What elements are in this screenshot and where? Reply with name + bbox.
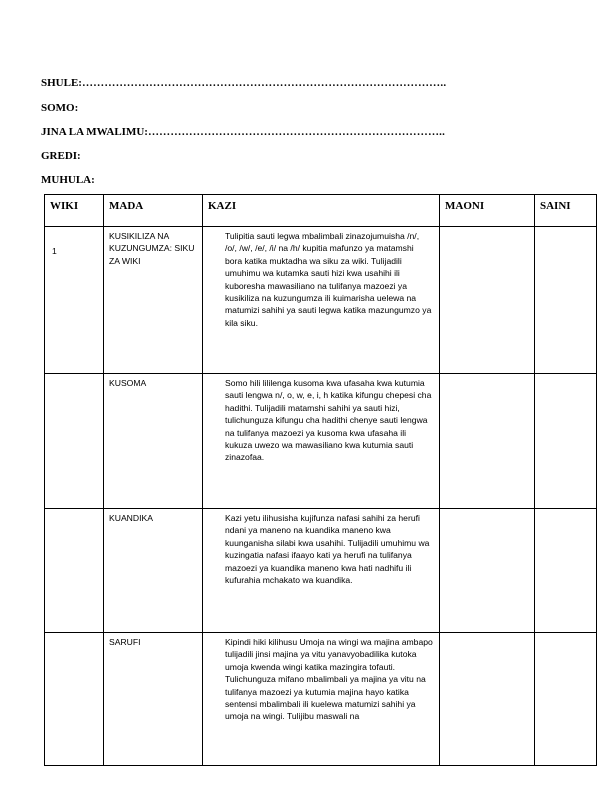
kazi-text: Tulipitia sauti legwa mbalimbali zinazojumuisha /n/, /o/, /w/, /e/, /i/ na /h/ kupitia mafunzo ya matamshi bora katika muktadha wa siku za wiki. Tulijadili umuhimu wa kutamka sauti hizi kwa usahihi ili kuboresha mawasiliano na tulifanya mazoezi ya kusikiliza na kuzungumza ili kuimarisha uelewa na matumizi sahihi ya sauti legwa katika mazungumzo ya kila siku.	[225, 231, 432, 328]
kazi-cell	[203, 509, 440, 633]
wiki-cell	[45, 509, 104, 633]
maoni-cell[interactable]	[440, 374, 535, 509]
mwalimu-line	[41, 126, 445, 138]
kazi-text: Kipindi hiki kilihusu Umoja na wingi wa majina ambapo tulijadili jinsi majina ya vitu yanavyobadilika kutoka umoja kwenda wingi katika mazingira tofauti. Tulichunguza mifano mbalimbali ya majina ya vitu na tulifanya mazoezi ya kutumia majina hayo katika sentensi mbalimbali ili kuelewa matumizi sahihi ya umoja na wingi. Tulijibu maswali na	[225, 637, 433, 722]
muhula-line	[41, 174, 95, 186]
saini-cell[interactable]	[535, 227, 597, 374]
mwalimu-dots: ……………………………………………………………………..	[147, 126, 446, 138]
mwalimu-label: JINA LA MWALIMU:	[41, 126, 148, 138]
somo-line	[41, 102, 78, 114]
header-saini: SAINI	[535, 195, 597, 227]
gredi-line	[41, 150, 81, 162]
muhula-label: MUHULA:	[41, 174, 95, 186]
gredi-label: GREDI:	[41, 150, 81, 162]
mada-cell: SARUFI	[104, 633, 203, 766]
table-row	[45, 633, 597, 766]
header-maoni: MAONI	[440, 195, 535, 227]
kazi-cell	[203, 374, 440, 509]
mada-cell: KUSIKILIZA NA KUZUNGUMZA: SIKU ZA WIKI	[104, 227, 203, 374]
mada-cell: KUSOMA	[104, 374, 203, 509]
kazi-text: Somo hili lililenga kusoma kwa ufasaha kwa kutumia sauti lengwa n/, o, w, e, i, h katika kifungu chepesi cha hadithi. Tulijadili matamshi sahihi ya sauti hizi, tulichunguza kifungu cha hadithi chenye sauti lengwa na tulifanya mazoezi ya kusoma kwa ufasaha ili kukuza uwezo wa mawasiliano kwa kutumia sauti zinazofaa.	[225, 378, 432, 463]
mada-cell: KUANDIKA	[104, 509, 203, 633]
maoni-cell[interactable]	[440, 509, 535, 633]
scheme-of-work-table	[44, 194, 597, 766]
table-row	[45, 374, 597, 509]
header-kazi: KAZI	[203, 195, 440, 227]
somo-label: SOMO:	[41, 102, 79, 114]
table-row	[45, 509, 597, 633]
table-header-row	[45, 195, 597, 227]
saini-cell[interactable]	[535, 633, 597, 766]
kazi-cell	[203, 633, 440, 766]
table-row	[45, 227, 597, 374]
kazi-cell	[203, 227, 440, 374]
kazi-text: Kazi yetu ilihusisha kujifunza nafasi sahihi za herufi ndani ya maneno na kuandika maneno kwa kuunganisha silabi kwa usahihi. Tulijadili umuhimu wa kuzingatia nafasi ifaayo kati ya herufi na tulifanya mazoezi ya kuandika maneno kwa hati nadhifu ili kufurahia mchakato wa kuandika.	[225, 513, 430, 586]
wiki-cell	[45, 633, 104, 766]
maoni-cell[interactable]	[440, 633, 535, 766]
maoni-cell[interactable]	[440, 227, 535, 374]
shule-dots: ……………………………………………………………………………………..	[81, 77, 447, 89]
wiki-cell: 1	[45, 227, 104, 374]
header-wiki: WIKI	[45, 195, 104, 227]
header-mada: MADA	[104, 195, 203, 227]
shule-label: SHULE:	[41, 77, 82, 89]
wiki-cell	[45, 374, 104, 509]
saini-cell[interactable]	[535, 374, 597, 509]
saini-cell[interactable]	[535, 509, 597, 633]
shule-line	[41, 77, 446, 89]
